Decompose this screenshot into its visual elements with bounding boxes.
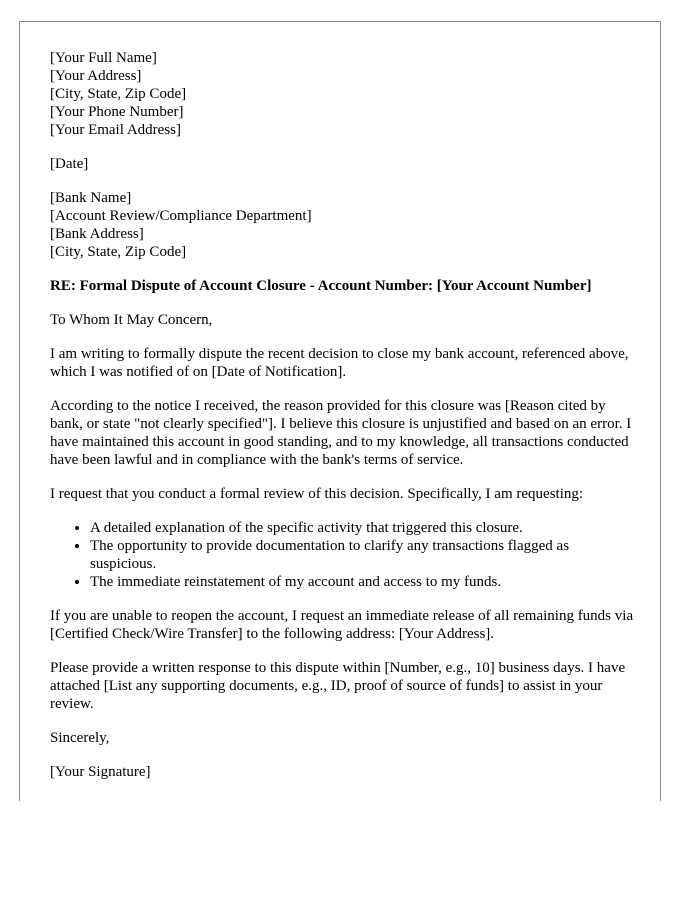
request-list-item: • The immediate reinstatement of my account and access to my funds. — [90, 573, 635, 591]
recipient-bank-name: [Bank Name] — [50, 190, 132, 206]
paragraph-response-deadline: Please provide a written response to this dispute within [Number, e.g., 10] business days. I have attached [List any supporting documents, e.g., ID, proof of source of funds] to assist in your review. — [50, 660, 626, 712]
paragraph-release-funds: If you are unable to reopen the account, I request an immediate release of all remaining funds via [Certified Check/Wire Transfer] to the following address: [Your Address]. — [50, 608, 634, 642]
sender-city-state-zip: [City, State, Zip Code] — [50, 86, 187, 102]
letter-body — [50, 49, 635, 781]
recipient-department: [Account Review/Compliance Department] — [50, 208, 312, 224]
sign-off: Sincerely, — [50, 730, 110, 746]
request-list-item: • The opportunity to provide documentation to clarify any transactions flagged as suspicious. — [90, 537, 635, 573]
sender-block — [50, 49, 635, 139]
recipient-city-state-zip: [City, State, Zip Code] — [50, 244, 187, 260]
subject-line: RE: Formal Dispute of Account Closure - Account Number: [Your Account Number] — [50, 278, 592, 294]
signature: [Your Signature] — [50, 764, 151, 780]
date-block — [50, 155, 635, 173]
sender-name: [Your Full Name] — [50, 50, 157, 66]
paragraph-dispute-intro: I am writing to formally dispute the recent decision to close my bank account, referenced above, which I was notified of on [Date of Notification]. — [50, 346, 629, 380]
request-list-item: • A detailed explanation of the specific activity that triggered this closure. — [90, 519, 635, 537]
letter-page — [19, 21, 661, 801]
request-list — [50, 519, 635, 591]
recipient-bank-address: [Bank Address] — [50, 226, 144, 242]
sender-phone: [Your Phone Number] — [50, 104, 184, 120]
paragraph-request-review: I request that you conduct a formal review of this decision. Specifically, I am requesting: — [50, 486, 584, 502]
salutation: To Whom It May Concern, — [50, 312, 213, 328]
recipient-block — [50, 189, 635, 261]
paragraph-reason: According to the notice I received, the reason provided for this closure was [Reason cited by bank, or state "not clearly specified"]. I believe this closure is unjustified and based on an error. I have maintained this account in good standing, and to my knowledge, all transactions conducted have been lawful and in compliance with the bank's terms of service. — [50, 398, 632, 468]
sender-email: [Your Email Address] — [50, 122, 181, 138]
sender-address: [Your Address] — [50, 68, 142, 84]
letter-date: [Date] — [50, 156, 89, 172]
